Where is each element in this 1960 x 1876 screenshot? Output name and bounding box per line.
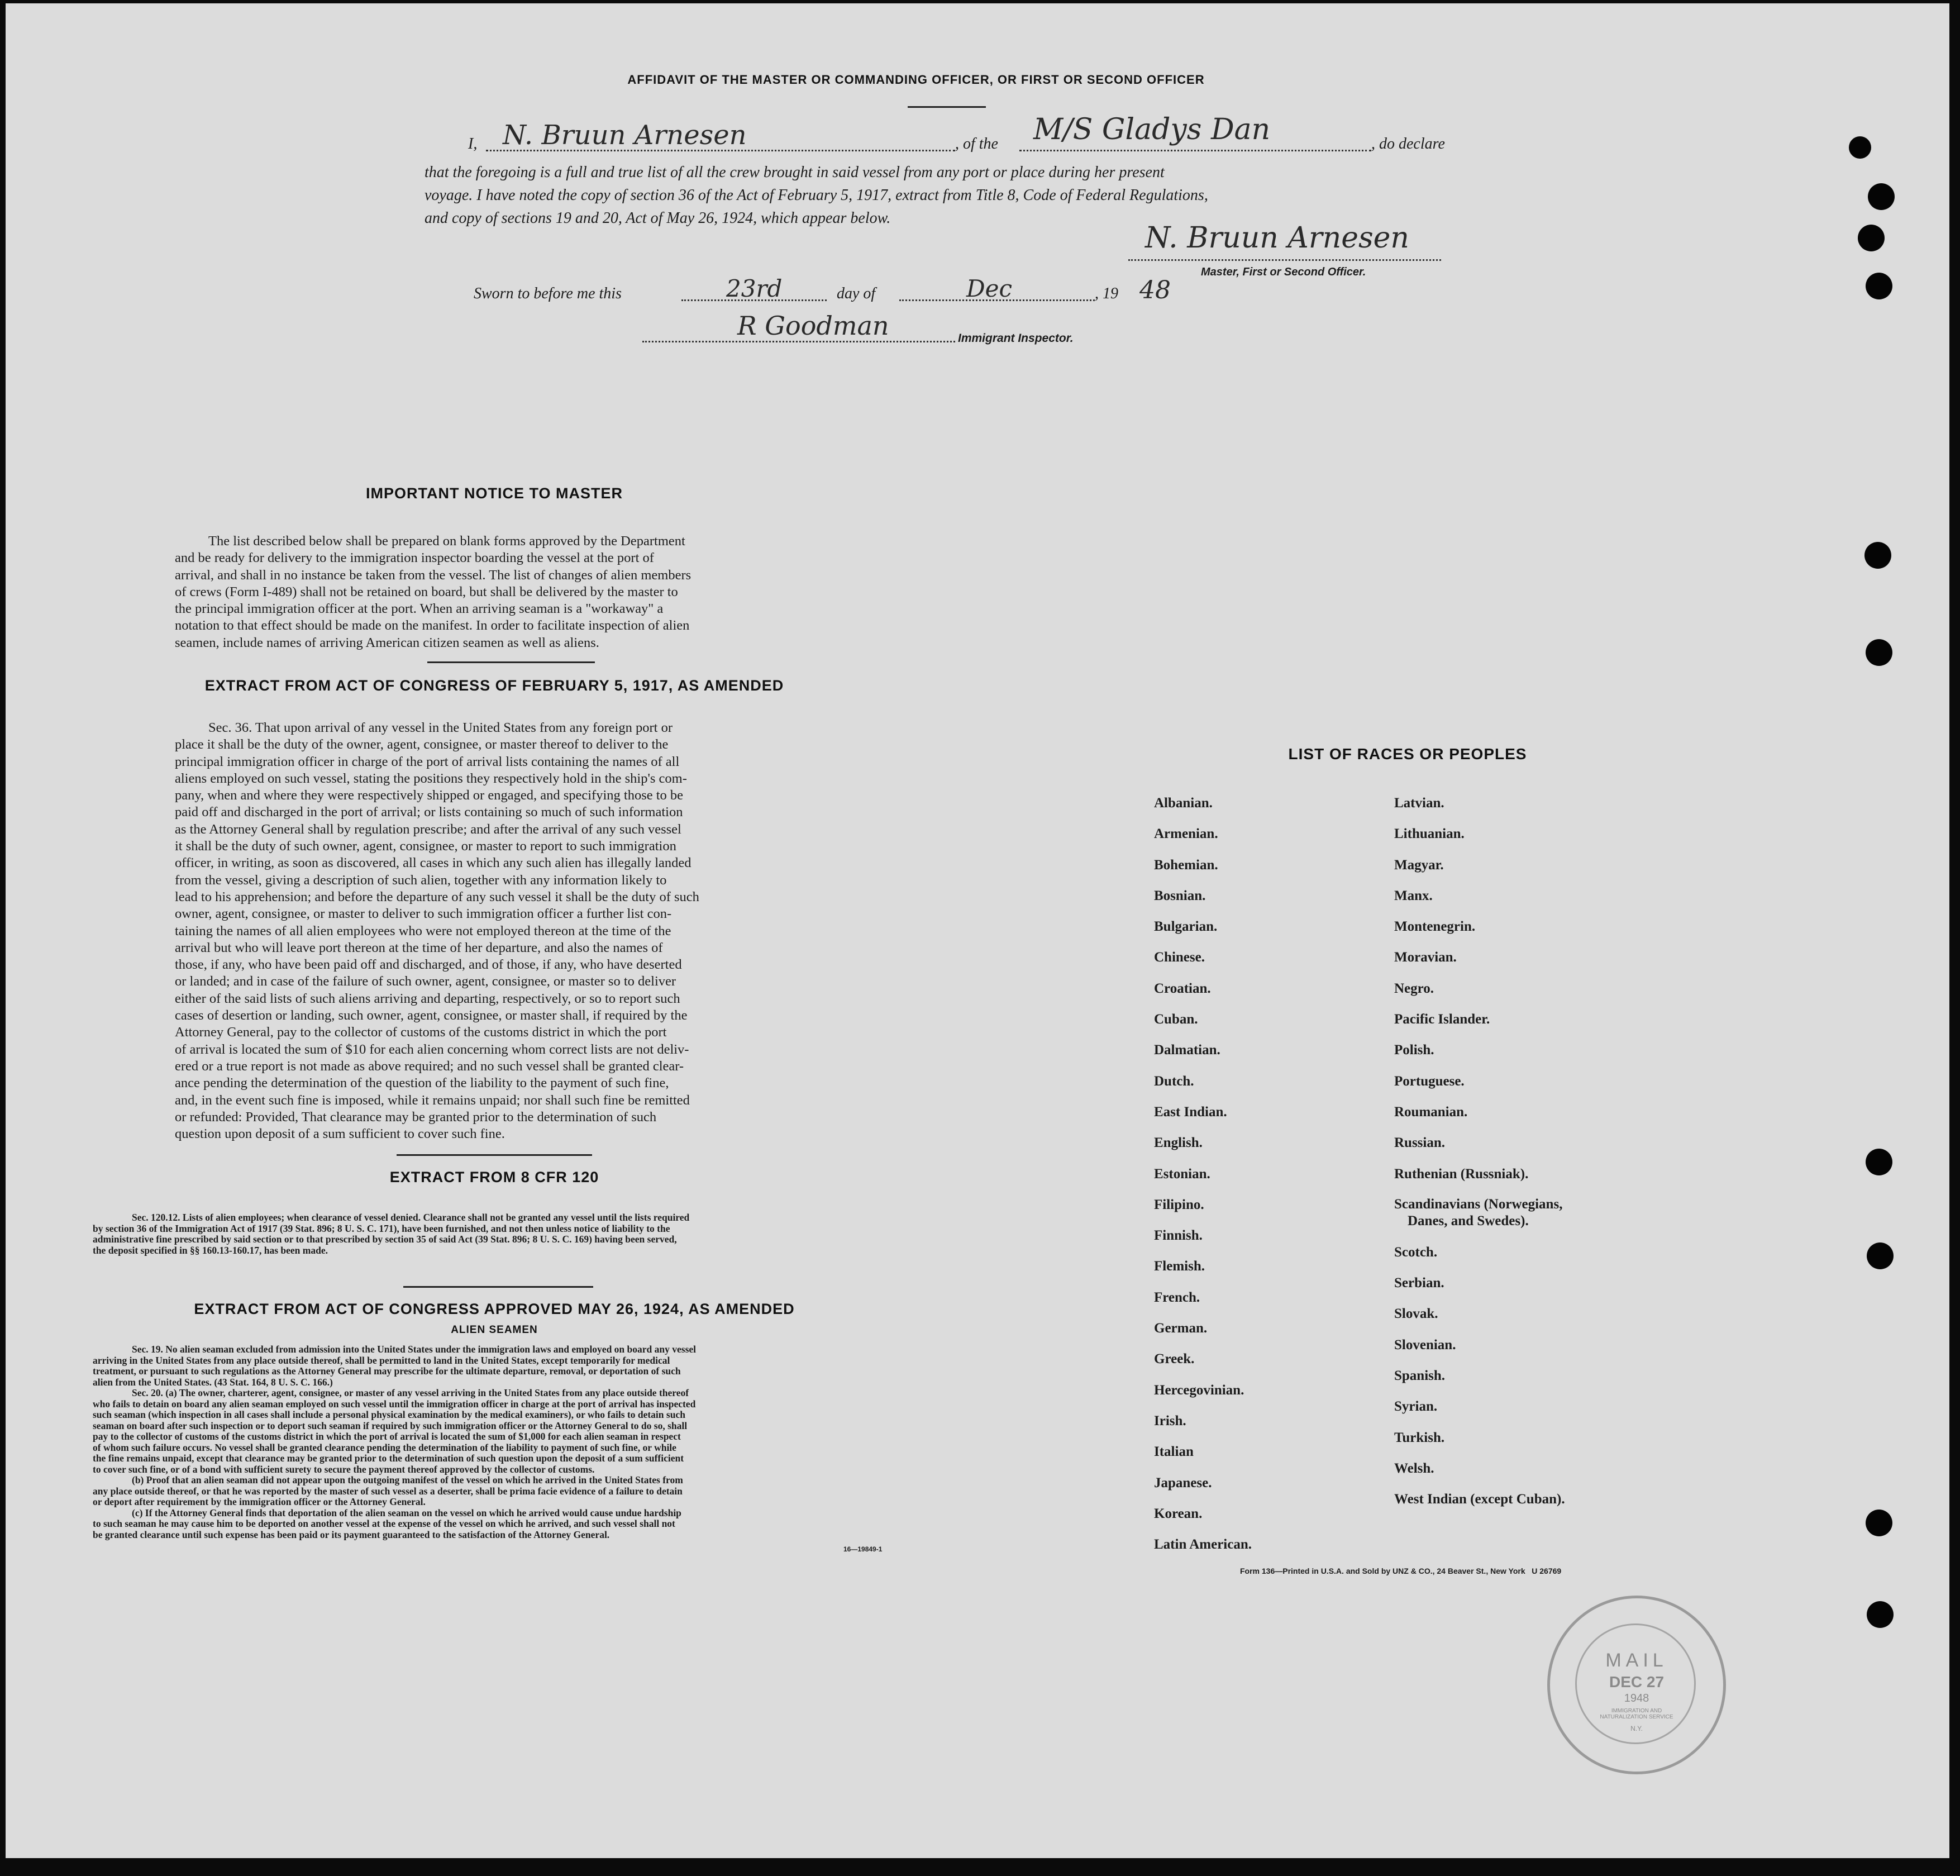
extract-1924-subtitle: ALIEN SEAMEN — [451, 1324, 538, 1336]
notice-line: the principal immigration officer at the port. When an arriving seaman is a "workaway" a — [175, 601, 664, 617]
race-item: Filipino. — [1154, 1197, 1204, 1212]
affidavit-line: and copy of sections 19 and 20, Act of May 26, 1924, which appear below. — [425, 209, 891, 227]
race-item: Latvian. — [1394, 796, 1444, 811]
vessel-name-handwriting: M/S Gladys Dan — [1033, 113, 1271, 146]
notice-line: seamen, include names of arriving American citizen seamen as well as aliens. — [175, 635, 599, 650]
race-item: Serbian. — [1394, 1275, 1444, 1291]
binder-hole — [1866, 1149, 1892, 1175]
race-item: French. — [1154, 1289, 1200, 1305]
extract-1917-title: EXTRACT FROM ACT OF CONGRESS OF FEBRUARY 5, 1917, AS AMENDED — [204, 677, 784, 694]
extract-line: either of the said lists of such aliens arriving and departing, respectively, or so to report such — [175, 991, 680, 1006]
divider — [427, 661, 595, 663]
extract-line: arrival but who will leave port thereon at the time of her departure, and also the names of — [175, 940, 663, 955]
extract-line: ance pending the determination of the question of the liability to the payment of such fine, — [175, 1075, 669, 1091]
race-item: Spanish. — [1394, 1368, 1446, 1384]
inspector-label: Immigrant Inspector. — [958, 332, 1074, 345]
extract-line: owner, agent, consignee, or master to deliver to such immigration officer a further list con- — [175, 906, 672, 922]
extract-line: it shall be the duty of such owner, agent, consignee, or master to report to such immigration — [175, 839, 676, 854]
stamp-mail: MAIL — [1605, 1650, 1668, 1671]
printer-line: Form 136—Printed in U.S.A. and Sold by UNZ & CO., 24 Beaver St., New York U 26769 — [1240, 1566, 1562, 1575]
race-item: Finnish. — [1154, 1228, 1203, 1244]
race-item: Albanian. — [1154, 796, 1213, 811]
race-item: Manx. — [1394, 888, 1433, 903]
race-item: Armenian. — [1154, 826, 1218, 842]
mail-date-stamp — [1547, 1596, 1726, 1774]
notice-text — [175, 533, 812, 651]
extract-line: aliens employed on such vessel, stating the positions they respectively hold in the ship's com- — [175, 770, 687, 786]
race-item: Cuban. — [1154, 1012, 1198, 1027]
notice-line: The list described below shall be prepared on blank forms approved by the Department — [208, 534, 685, 549]
race-item: Welsh. — [1394, 1460, 1434, 1476]
extract-line: principal immigration officer in charge of the port of arrival lists containing the names of all — [175, 754, 680, 769]
divider — [403, 1286, 593, 1288]
cfr-text — [93, 1212, 897, 1256]
cfr-line: administrative fine prescribed by said section or to that prescribed by section 35 of said Act (39 Stat. 896; 8 U. S. C. 169) having been served, — [93, 1234, 677, 1245]
race-item: East Indian. — [1154, 1104, 1227, 1120]
extract-line: the fine remains unpaid, except that clearance may be granted prior to the determination of such question upon the deposit of a sum sufficient — [93, 1453, 684, 1464]
race-item: Latin American. — [1154, 1537, 1252, 1553]
of-the-label: , of the — [955, 135, 998, 153]
sworn-day-handwriting: 23rd — [726, 275, 783, 302]
race-item: Dalmatian. — [1154, 1042, 1220, 1058]
cfr-line: the deposit specified in §§ 160.13-160.17, has been made. — [93, 1244, 328, 1256]
extract-line: or deport after requirement by the immigration officer or the Attorney General. — [93, 1496, 426, 1507]
extract-line: Attorney General, pay to the collector of customs of the customs district in which the port — [175, 1025, 667, 1040]
day-of-label: day of — [837, 285, 876, 302]
officer-name-handwriting: N. Bruun Arnesen — [503, 120, 747, 151]
races-title: LIST OF RACES OR PEOPLES — [1288, 745, 1527, 763]
extract-line: seaman on board after such inspection or to deport such seaman if required by such immigration officer or the Attorney General to do so, shall — [93, 1420, 688, 1431]
extract-line: of whom such failure occurs. No vessel shall be granted clearance pending the determination of the liability to payment of such fine, or while — [93, 1441, 676, 1453]
race-item: West Indian (except Cuban). — [1394, 1492, 1565, 1507]
race-item: Bohemian. — [1154, 857, 1218, 873]
extract-line: paid off and discharged in the port of arrival; or lists containing so much of such information — [175, 804, 683, 820]
races-col-2 — [1394, 788, 1707, 1515]
race-item: Croatian. — [1154, 980, 1211, 996]
race-item: Magyar. — [1394, 857, 1444, 873]
master-signature: N. Bruun Arnesen — [1145, 221, 1409, 255]
race-item: Portuguese. — [1394, 1073, 1465, 1089]
signature-line — [1128, 259, 1441, 261]
extract-line: to such seaman he may cause him to be deported on another vessel at the expense of the vessel on which he arrived, and such vessel shall not — [93, 1518, 675, 1529]
race-item: Roumanian. — [1394, 1104, 1468, 1120]
race-item: Slovenian. — [1394, 1337, 1456, 1353]
extract-line: Sec. 36. That upon arrival of any vessel in the United States from any foreign port or — [208, 720, 673, 735]
extract-line: ered or a true report is not made as above required; and no such vessel shall be granted clear- — [175, 1058, 684, 1074]
notice-title: IMPORTANT NOTICE TO MASTER — [366, 485, 623, 502]
race-item: Syrian. — [1394, 1399, 1438, 1415]
race-item: Korean. — [1154, 1506, 1203, 1521]
inspector-line — [642, 341, 955, 342]
race-item: Turkish. — [1394, 1430, 1445, 1445]
binder-hole — [1866, 1510, 1892, 1536]
race-item: Polish. — [1394, 1042, 1434, 1058]
race-item: Negro. — [1394, 980, 1434, 996]
do-declare-label: , do declare — [1371, 135, 1445, 153]
races-col-1 — [1154, 788, 1389, 1560]
notice-line: and be ready for delivery to the immigration inspector boarding the vessel at the port of — [175, 550, 654, 566]
notice-line: arrival, and shall in no instance be taken from the vessel. The list of changes of alien members — [175, 567, 692, 583]
race-item: Greek. — [1154, 1351, 1195, 1367]
race-item: Russian. — [1394, 1135, 1446, 1151]
extract-line: pany, when and where they were respectively shipped or engaged, and specifying those to be — [175, 788, 684, 803]
extract-line: such seaman (which inspection in all cases shall include a personal physical examination by the medical examiners), or who fails to detain such — [93, 1409, 685, 1420]
extract-line: or refunded: Provided, That clearance may be granted prior to the determination of such — [175, 1109, 657, 1125]
extract-line: Sec. 20. (a) The owner, charterer, agent, consignee, or master of any vessel arriving in the United States from any place outside thereof — [132, 1387, 689, 1398]
affidavit-body — [425, 161, 1480, 230]
sworn-label: Sworn to before me this — [474, 285, 622, 302]
form-code: 16—19849-1 — [843, 1545, 883, 1553]
extract-line: pay to the collector of customs of the customs district in which the port of arrival is located the sum of $1,000 for each alien seaman in respect — [93, 1431, 681, 1442]
extract-line: (b) Proof that an alien seaman did not appear upon the outgoing manifest of the vessel on which he arrived in the United States from — [132, 1474, 683, 1485]
extract-1924-text — [93, 1344, 897, 1540]
race-item: Moravian. — [1394, 950, 1457, 965]
extract-line: be granted clearance until such expense has been paid or its payment guaranteed to the satisfaction of the Attorney General. — [93, 1529, 610, 1540]
stamp-city: N.Y. — [1630, 1725, 1643, 1732]
cfr-line: by section 36 of the Immigration Act of 1917 (39 Stat. 896; 8 U. S. C. 171), have been furnished, and not then unless notice of liability to the — [93, 1222, 670, 1234]
affidavit-line: that the foregoing is a full and true list of all the crew brought in said vessel from any port or place during her present — [425, 164, 1165, 181]
race-item: Montenegrin. — [1394, 919, 1476, 935]
race-item: Scotch. — [1394, 1244, 1438, 1260]
inspector-signature: R Goodman — [737, 311, 889, 341]
extract-line: from the vessel, giving a description of such alien, together with any information likely to — [175, 872, 667, 888]
binder-hole — [1868, 183, 1895, 210]
extract-line: taining the names of all alien employees who were not employed thereon at the time of the — [175, 923, 671, 939]
race-item: Bosnian. — [1154, 888, 1206, 903]
notice-line: notation to that effect should be made on the manifest. In order to facilitate inspection of alien — [175, 618, 690, 634]
extract-line: to cover such fine, or of a bond with sufficient surety to secure the payment thereof approved by the collector of customs. — [93, 1463, 595, 1475]
race-item: Scandinavians (Norwegians, — [1394, 1196, 1563, 1212]
extract-line: (c) If the Attorney General finds that deportation of the alien seaman on the vessel on which he arrived would cause undue hardship — [132, 1507, 681, 1518]
affidavit-i: I, — [468, 135, 478, 153]
cfr-title: EXTRACT FROM 8 CFR 120 — [389, 1169, 599, 1185]
extract-line: cases of desertion or landing, such owner, agent, consignee, or master shall, if required by the — [175, 1008, 688, 1023]
extract-line: of arrival is located the sum of $10 for each alien concerning whom correct lists are not deliv- — [175, 1041, 689, 1057]
vessel-line — [1019, 150, 1371, 151]
sworn-year-handwriting: 48 — [1139, 276, 1171, 304]
race-item: Pacific Islander. — [1394, 1012, 1490, 1027]
extract-line: as the Attorney General shall by regulation prescribe; and after the arrival of any such vessel — [175, 821, 681, 837]
binder-hole — [1866, 273, 1892, 299]
stamp-year: 1948 — [1624, 1692, 1649, 1704]
race-item: Italian — [1154, 1444, 1194, 1460]
race-item: Chinese. — [1154, 950, 1205, 965]
affidavit-title: AFFIDAVIT OF THE MASTER OR COMMANDING OFFICER, OR FIRST OR SECOND OFFICER — [627, 73, 1205, 87]
extract-line: who fails to detain on board any alien seaman employed on such vessel until the immigration officer in charge at the port of arrival has inspected — [93, 1398, 696, 1410]
affidavit-line: voyage. I have noted the copy of section 36 of the Act of February 5, 1917, extract from Title 8, Code of Federal Regulations, — [425, 187, 1208, 204]
race-item: Irish. — [1154, 1413, 1186, 1429]
race-item: Hercegovinian. — [1154, 1382, 1244, 1398]
race-item: Danes, and Swedes). — [1408, 1213, 1529, 1229]
race-item: Estonian. — [1154, 1166, 1210, 1182]
extract-line: question upon deposit of a sum sufficient to cover such fine. — [175, 1126, 505, 1142]
binder-hole — [1849, 136, 1871, 159]
extract-line: any place outside thereof, or that he was reported by the master of such vessel as a deserter, shall be prima facie evidence of a failure to detain — [93, 1485, 683, 1497]
race-item: Lithuanian. — [1394, 826, 1465, 842]
binder-hole — [1864, 542, 1891, 569]
race-item: German. — [1154, 1321, 1208, 1336]
extract-line: and, in the event such fine is imposed, while it remains unpaid; nor shall such fine be remitted — [175, 1092, 690, 1108]
extract-line: treatment, or pursuant to such regulations as the Attorney General may prescribe for the ultimate departure, removal, or deportation of such — [93, 1365, 681, 1377]
sworn-month-handwriting: Dec — [966, 275, 1013, 302]
divider — [397, 1154, 592, 1156]
extract-line: or landed; and in case of the failure of such owner, agent, consignee, or master so to deliver — [175, 974, 676, 989]
extract-line: those, if any, who have been paid off and discharged, and of those, if any, who have deserted — [175, 957, 682, 973]
race-item: Slovak. — [1394, 1306, 1438, 1322]
master-signature-label: Master, First or Second Officer. — [1201, 266, 1366, 278]
extract-1924-title: EXTRACT FROM ACT OF CONGRESS APPROVED MAY 26, 1924, AS AMENDED — [194, 1301, 795, 1317]
year-prefix: , 19 — [1095, 285, 1118, 302]
binder-hole — [1867, 1242, 1894, 1269]
extract-line: officer, in writing, as soon as discovered, all cases in which any such alien has illegally landed — [175, 855, 692, 871]
cfr-line: Sec. 120.12. Lists of alien employees; when clearance of vessel denied. Clearance shall not be granted any vessel until the lists required — [132, 1212, 690, 1223]
extract-line: place it shall be the duty of the owner, agent, consignee, or master thereof to deliver to the — [175, 737, 669, 753]
race-item: Japanese. — [1154, 1475, 1212, 1491]
extract-line: arriving in the United States from any place outside thereof, shall be permitted to land in the United States, except temporarily for medical — [93, 1354, 670, 1366]
race-item: Dutch. — [1154, 1073, 1194, 1089]
extract-line: Sec. 19. No alien seaman excluded from admission into the United States under the immigration laws and employed on board any vessel — [132, 1344, 697, 1355]
extract-1917-text — [175, 720, 812, 1142]
race-item: Bulgarian. — [1154, 919, 1218, 935]
race-item: Flemish. — [1154, 1259, 1205, 1274]
binder-hole — [1867, 1601, 1894, 1628]
binder-hole — [1866, 639, 1892, 666]
notice-line: of crews (Form I-489) shall not be retained on board, but shall be delivered by the master to — [175, 584, 678, 599]
extract-line: alien from the United States. (43 Stat. 164, 8 U. S. C. 166.) — [93, 1376, 333, 1388]
stamp-date: DEC 27 — [1609, 1673, 1665, 1691]
extract-line: lead to his apprehension; and before the departure of any such vessel it shall be the duty of such — [175, 889, 699, 904]
divider — [908, 106, 986, 108]
document-page — [6, 3, 1949, 1858]
race-item: English. — [1154, 1135, 1203, 1151]
binder-hole — [1858, 225, 1885, 251]
race-item: Ruthenian (Russniak). — [1394, 1166, 1529, 1182]
stamp-agency: IMMIGRATION AND NATURALIZATION SERVICE — [1600, 1708, 1673, 1720]
